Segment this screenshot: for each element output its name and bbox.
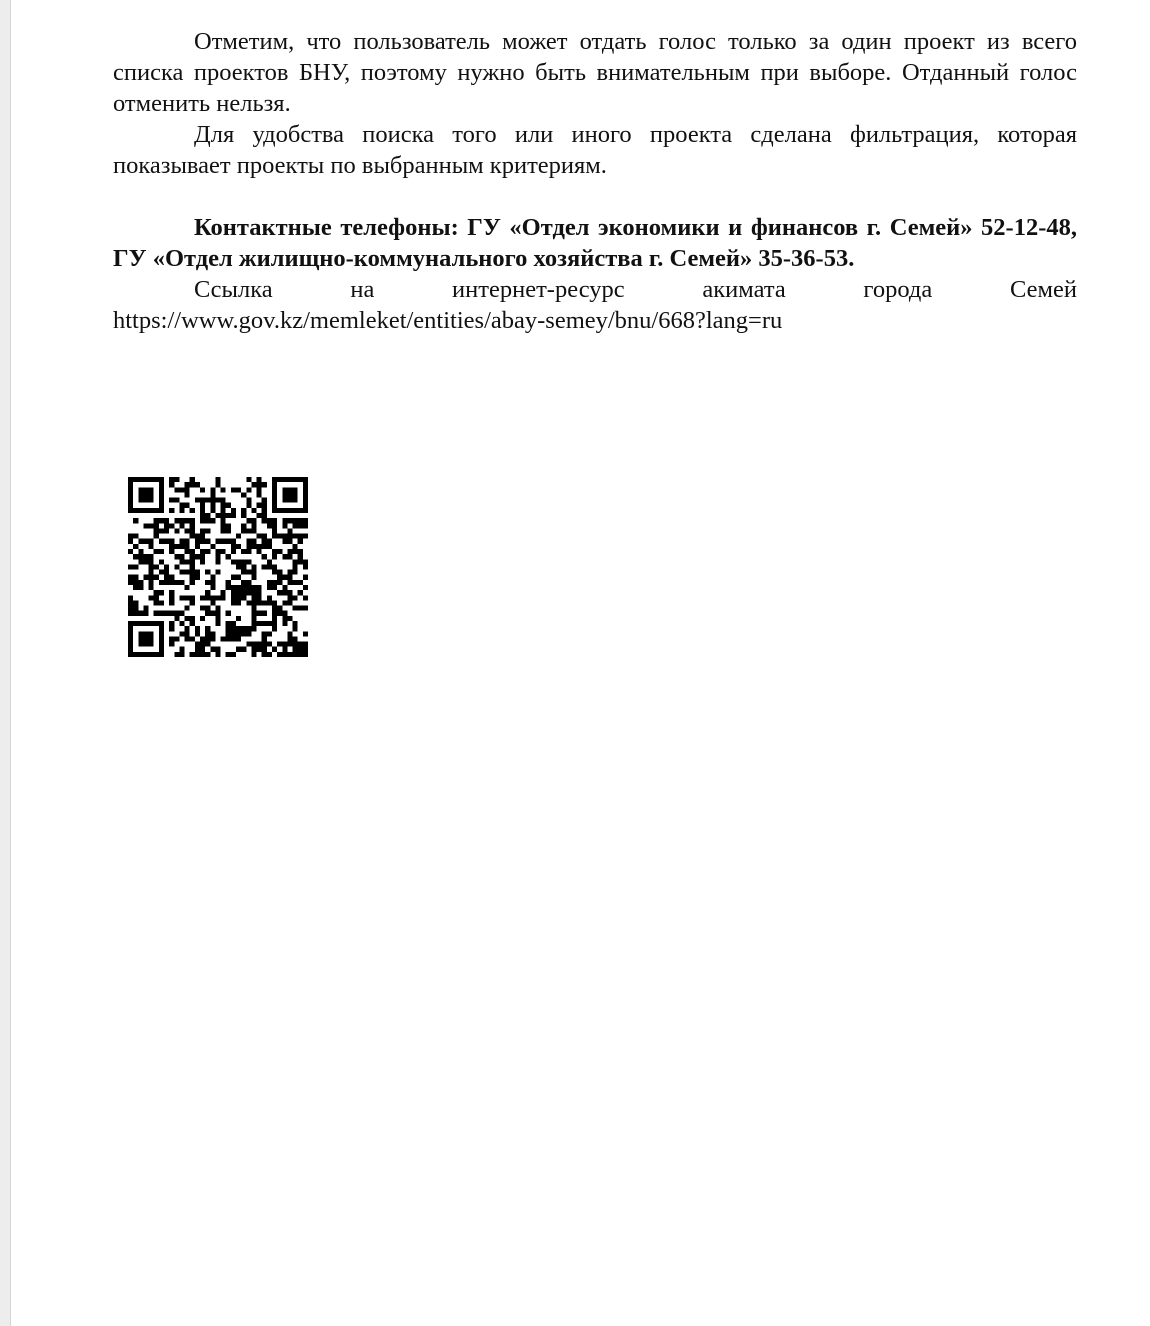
document-body xyxy=(113,26,1077,336)
contact-phones: Контактные телефоны: ГУ «Отдел экономики и финансов г. Семей» 52-12-48, ГУ «Отдел жилищно-коммунального хозяйства г. Семей» 35-36-53. xyxy=(113,214,1077,272)
qr-code-icon xyxy=(128,477,308,657)
paragraph-filtering: Для удобства поиска того или иного проекта сделана фильтрация, которая показывает проекты по выбранным критериям. xyxy=(113,121,1077,179)
paragraph-vote-once: Отметим, что пользователь может отдать голос только за один проект из всего списка проектов БНУ, поэтому нужно быть внимательным при выборе. Отданный голос отменить нельзя. xyxy=(113,28,1077,117)
link-label: Ссылка на интернет-ресурс акимата города Семей xyxy=(194,276,1077,303)
link-url[interactable]: https://www.gov.kz/memleket/entities/abay-semey/bnu/668?lang=ru xyxy=(113,307,783,334)
document-page xyxy=(10,0,1150,1326)
paragraph-spacer xyxy=(113,181,1077,212)
